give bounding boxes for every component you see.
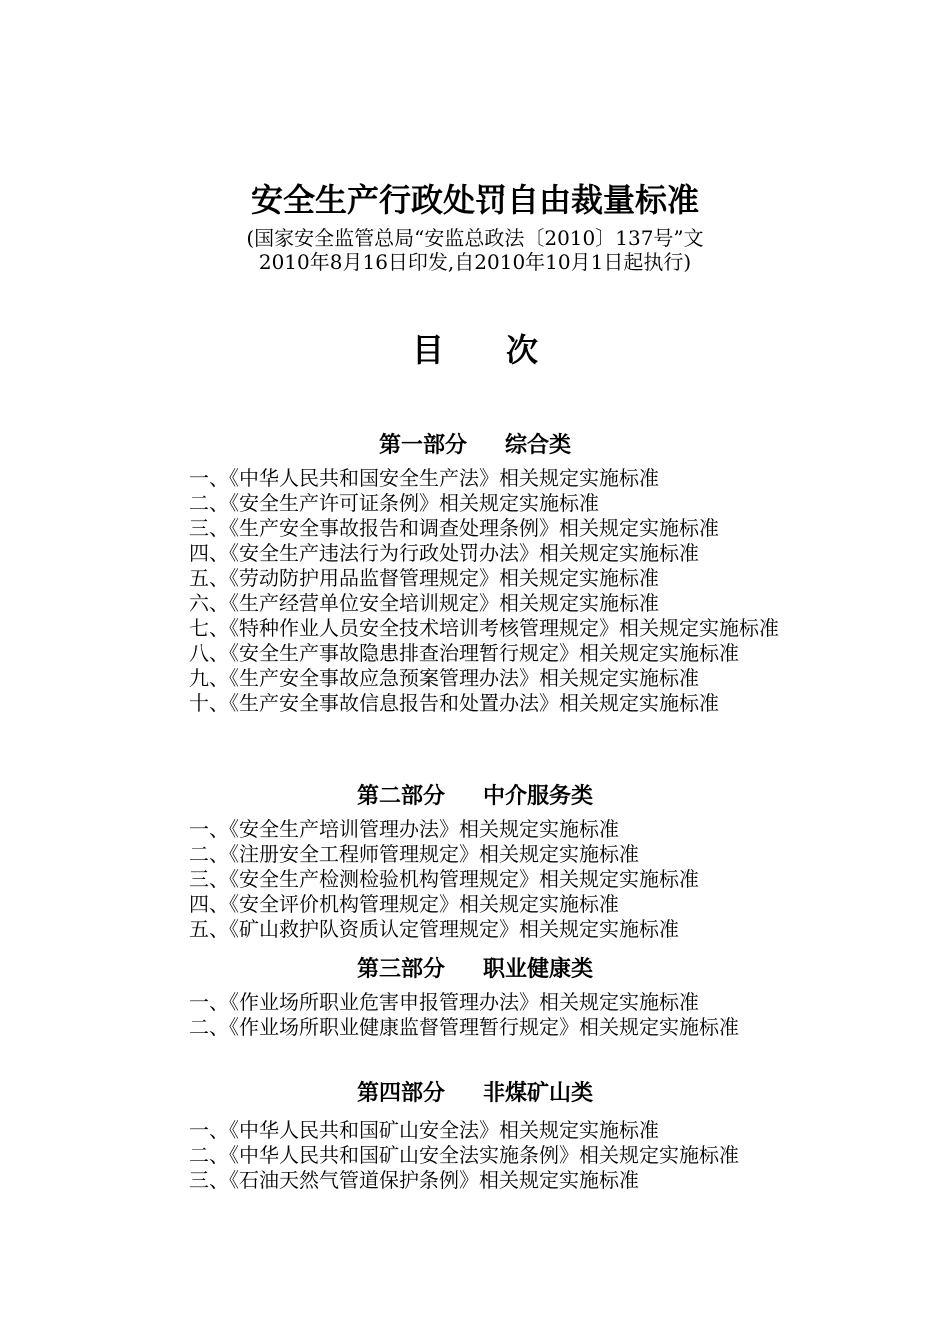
item-text: 《生产经营单位安全培训规定》相关规定实施标准: [229, 591, 659, 615]
item-number: 一、: [189, 466, 229, 490]
item-number: 三、: [189, 1168, 229, 1192]
part-label: 第四部分: [356, 1081, 445, 1106]
part-heading: [0, 779, 950, 815]
part-label: 第二部分: [356, 784, 445, 809]
item-text: 《安全评价机构管理规定》相关规定实施标准: [229, 892, 619, 916]
item-number: 一、: [189, 817, 229, 841]
toc-title: 目次: [411, 331, 600, 369]
document-subtitle-line1: (国家安全监管总局“安监总政法〔2010〕137号”文: [246, 226, 704, 250]
item-text: 《中华人民共和国矿山安全法》相关规定实施标准: [229, 1118, 659, 1142]
item-number: 二、: [189, 491, 229, 515]
item-text: 《石油天然气管道保护条例》相关规定实施标准: [229, 1168, 639, 1192]
toc-item[interactable]: [141, 516, 810, 541]
part-name: 综合类: [505, 433, 572, 458]
part-name: 非煤矿山类: [483, 1081, 594, 1106]
item-text: 《生产安全事故信息报告和处置办法》相关规定实施标准: [229, 691, 719, 715]
document-subtitle-line2: 2010年8月16日印发,自2010年10月1日起执行): [258, 250, 692, 274]
part-heading: [0, 428, 950, 464]
item-text: 《安全生产检测检验机构管理规定》相关规定实施标准: [229, 867, 699, 891]
toc-item[interactable]: [141, 616, 810, 641]
item-number: 五、: [189, 566, 229, 590]
item-number: 一、: [189, 1118, 229, 1142]
part-name: 中介服务类: [483, 784, 594, 809]
toc-item[interactable]: [141, 466, 810, 491]
toc-item[interactable]: [141, 892, 810, 917]
part-heading: [0, 1076, 950, 1112]
item-number: 四、: [189, 892, 229, 916]
item-text: 《作业场所职业危害申报管理办法》相关规定实施标准: [229, 990, 699, 1014]
toc-item[interactable]: [141, 1168, 810, 1193]
toc-item[interactable]: [141, 867, 810, 892]
item-number: 三、: [189, 867, 229, 891]
item-text: 《注册安全工程师管理规定》相关规定实施标准: [229, 842, 639, 866]
item-text: 《安全生产违法行为行政处罚办法》相关规定实施标准: [229, 541, 699, 565]
item-number: 八、: [189, 641, 229, 665]
item-text: 《矿山救护队资质认定管理规定》相关规定实施标准: [229, 917, 679, 941]
toc-item[interactable]: [141, 1015, 810, 1040]
item-text: 《劳动防护用品监督管理规定》相关规定实施标准: [229, 566, 659, 590]
item-text: 《安全生产许可证条例》相关规定实施标准: [229, 491, 599, 515]
toc-item[interactable]: [141, 591, 810, 616]
toc-item[interactable]: [141, 666, 810, 691]
toc-item[interactable]: [141, 641, 810, 666]
item-text: 《生产安全事故报告和调查处理条例》相关规定实施标准: [229, 516, 719, 540]
item-text: 《安全生产培训管理办法》相关规定实施标准: [229, 817, 619, 841]
toc-item[interactable]: [141, 842, 810, 867]
item-number: 五、: [189, 917, 229, 941]
item-number: 六、: [189, 591, 229, 615]
toc-item[interactable]: [141, 990, 810, 1015]
item-number: 十、: [189, 691, 229, 715]
part-label: 第一部分: [378, 433, 467, 458]
toc-item[interactable]: [141, 691, 810, 716]
toc-item[interactable]: [141, 817, 810, 842]
toc-part-3: [0, 952, 950, 1040]
item-number: 二、: [189, 842, 229, 866]
item-text: 《作业场所职业健康监督管理暂行规定》相关规定实施标准: [229, 1015, 739, 1039]
item-number: 七、: [189, 616, 229, 640]
part-name: 职业健康类: [483, 957, 594, 982]
toc-item[interactable]: [141, 1118, 810, 1143]
part-heading: [0, 952, 950, 988]
toc-item[interactable]: [141, 917, 810, 942]
document-title: 安全生产行政处罚自由裁量标准: [250, 181, 699, 219]
part-label: 第三部分: [356, 957, 445, 982]
item-text: 《特种作业人员安全技术培训考核管理规定》相关规定实施标准: [229, 616, 779, 640]
item-number: 一、: [189, 990, 229, 1014]
item-text: 《安全生产事故隐患排查治理暂行规定》相关规定实施标准: [229, 641, 739, 665]
item-number: 四、: [189, 541, 229, 565]
toc-part-1: [0, 428, 950, 716]
toc-item[interactable]: [141, 541, 810, 566]
toc-part-2: [0, 779, 950, 942]
item-text: 《生产安全事故应急预案管理办法》相关规定实施标准: [229, 666, 699, 690]
toc-item[interactable]: [141, 1143, 810, 1168]
toc-part-4: [0, 1076, 950, 1193]
item-number: 三、: [189, 516, 229, 540]
item-text: 《中华人民共和国安全生产法》相关规定实施标准: [229, 466, 659, 490]
item-text: 《中华人民共和国矿山安全法实施条例》相关规定实施标准: [229, 1143, 739, 1167]
item-number: 二、: [189, 1143, 229, 1167]
toc-item[interactable]: [141, 566, 810, 591]
toc-item[interactable]: [141, 491, 810, 516]
item-number: 九、: [189, 666, 229, 690]
item-number: 二、: [189, 1015, 229, 1039]
